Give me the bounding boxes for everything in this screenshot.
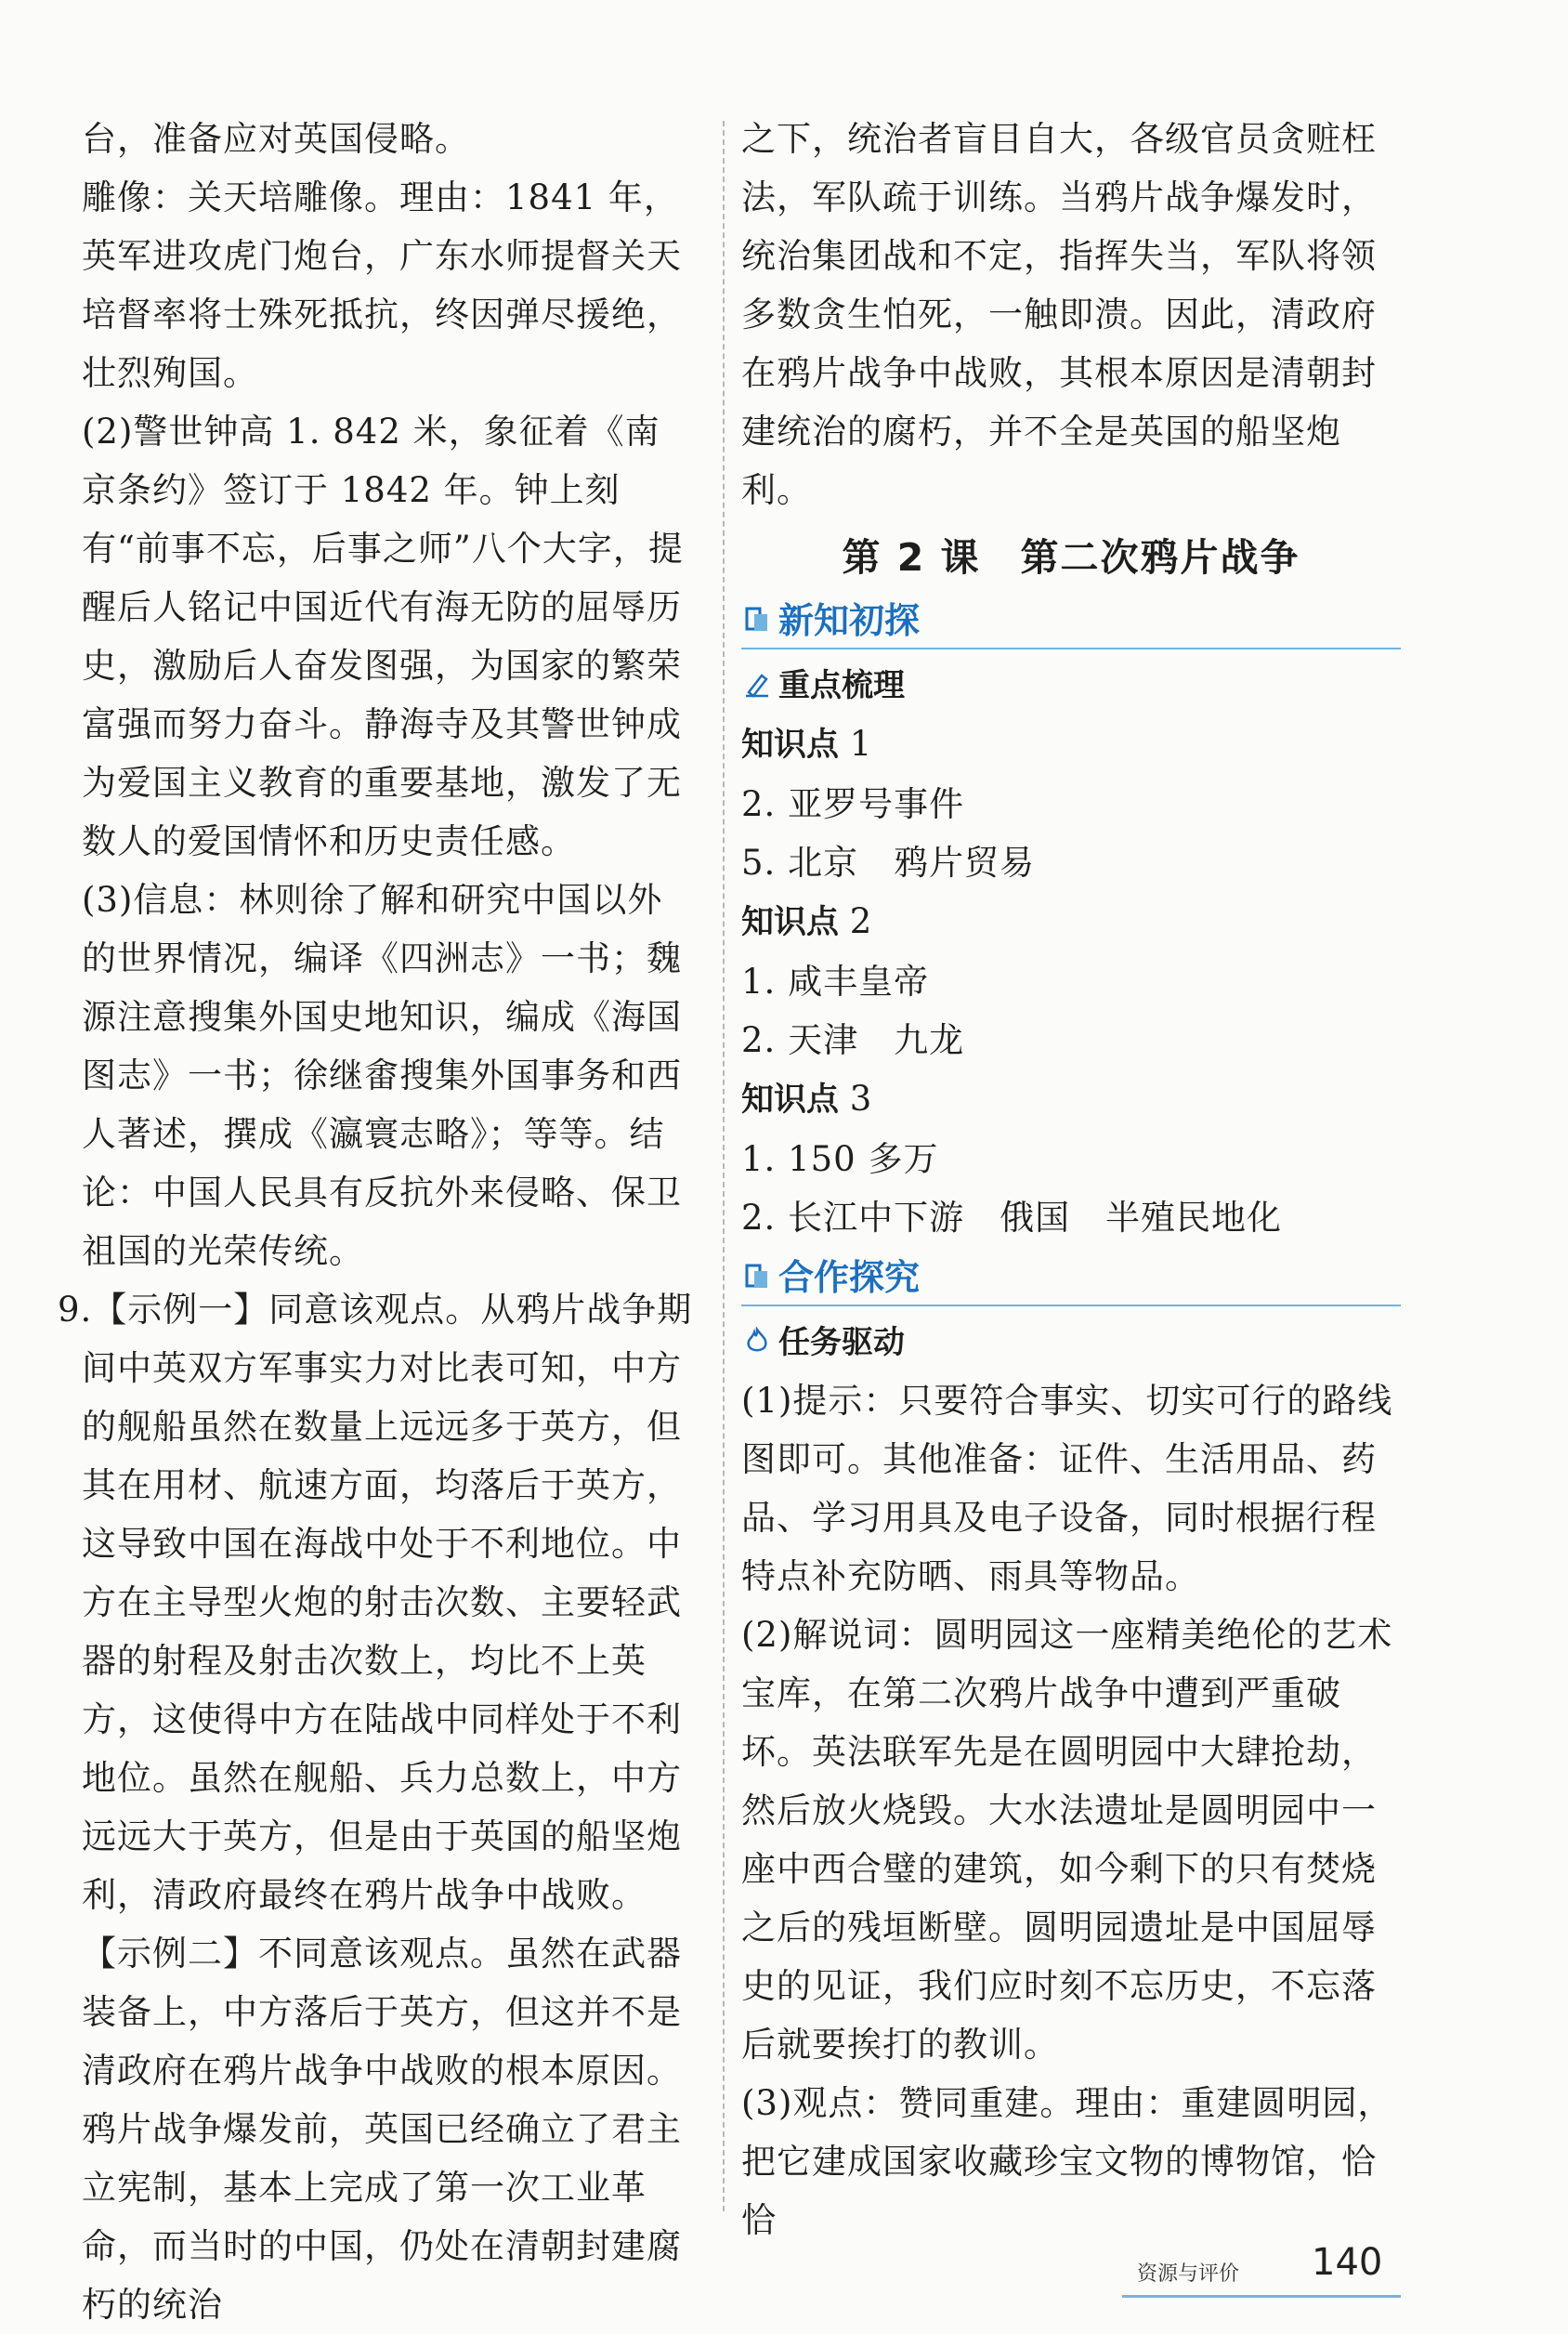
left-column [58,110,695,2334]
paragraph: 台，准备应对英国侵略。 [82,119,470,159]
page-number: 140 [1312,2241,1383,2284]
footer-label: 资源与评价 [1137,2262,1240,2286]
kp-number: 1 [849,724,872,764]
list-item: 1. 150 多万 [741,1139,939,1179]
knowledge-point-label [741,1069,1401,1130]
list-item: 5. 北京 鸦片贸易 [741,843,1036,883]
column-divider [723,121,725,2211]
subheading-key-points [741,657,1401,715]
list-item: 1. 咸丰皇帝 [741,962,930,1002]
knowledge-point-label [741,715,1401,775]
section-heading-new-knowledge [741,594,1401,649]
subheading-task-driven [741,1314,1401,1371]
pencil-icon [743,670,771,698]
list-item: 2. 亚罗号事件 [741,784,965,824]
bookmark-icon [743,605,773,635]
list-item: 2. 长江中下游 俄国 半殖民地化 [741,1198,1283,1238]
paragraph: 雕像：关天培雕像。理由：1841 年，英军进攻虎门炮台，广东水师提督关天培督率将士殊死抵抗，终因弹尽援绝，壮烈殉国。 [82,177,682,393]
subheading-text: 重点梳理 [778,667,905,704]
kp-label: 知识点 [741,904,840,941]
lesson-title: 第 2 课 第二次鸦片战争 [842,535,1300,580]
bookmark-icon [743,1262,773,1292]
paragraph: 【示例二】不同意该观点。虽然在武器装备上，中方落后于英方，但这并不是清政府在鸦片战争中战败的根本原因。鸦片战争爆发前，英国已经确立了君主立宪制，基本上完成了第一次工业革命，而当时的中国，仍处在清朝封建腐朽的统治 [82,1934,682,2325]
list-item: 2. 天津 九龙 [741,1020,965,1060]
kp-number: 3 [849,1079,872,1119]
paragraph: (1)提示：只要符合事实、切实可行的路线图即可。其他准备：证件、生活用品、药品、学习用具及电子设备，同时根据行程特点补充防晒、雨具等物品。 [741,1381,1393,1596]
subheading-text: 任务驱动 [778,1324,905,1361]
paragraph: (2)警世钟高 1. 842 米，象征着《南京条约》签订于 1842 年。钟上刻有“前事不忘，后事之师”八个大字，提醒后人铭记中国近代有海无防的屈辱历史，激励后人奋发图强，为国家的繁荣富强而努力奋斗。静海寺及其警世钟成为爱国主义教育的重要基地，激发了无数人的爱国情怀和历史责任感。 [82,412,684,861]
kp-label: 知识点 [741,1082,840,1119]
paragraph: (3)信息：林则徐了解和研究中国以外的世界情况，编译《四洲志》一书；魏源注意搜集外国史地知识，编成《海国图志》一书；徐继畬搜集外国事务和西人著述，撰成《瀛寰志略》；等等。结论：中国人民具有反抗外来侵略、保卫祖国的光荣传统。 [82,880,682,1271]
knowledge-point-label [741,892,1401,952]
kp-number: 2 [849,901,872,941]
paragraph: (2)解说词：圆明园这一座精美绝伦的艺术宝库，在第二次鸦片战争中遭到严重破坏。英法联军先是在圆明园中大肆抢劫，然后放火烧毁。大水法遗址是圆明园中一座中西合璧的建筑，如今剩下的只有焚烧之后的残垣断壁。圆明园遗址是中国屈辱史的见证，我们应时刻不忘历史，不忘落后就要挨打的教训。 [741,1615,1393,2065]
section-heading-cooperation [741,1251,1401,1306]
section-heading-text: 合作探究 [778,1257,921,1298]
flame-icon [743,1327,771,1355]
kp-label: 知识点 [741,727,840,764]
paragraph: (3)观点：赞同重建。理由：重建圆明园，把它建成国家收藏珍宝文物的博物馆，恰恰 [741,2083,1393,2240]
footer-rule [1122,2295,1401,2298]
paragraph: 之下，统治者盲目自大，各级官员贪赃枉法，军队疏于训练。当鸦片战争爆发时，统治集团战和不定，指挥失当，军队将领多数贪生怕死，一触即溃。因此，清政府在鸦片战争中战败，其根本原因是清朝封建统治的腐朽，并不全是英国的船坚炮利。 [741,119,1377,510]
right-column [741,110,1401,2249]
section-heading-text: 新知初探 [778,600,921,641]
answer-9-paragraph: 9.【示例一】同意该观点。从鸦片战争期间中英双方军事实力对比表可知，中方的舰船虽然在数量上远远多于英方，但其在用材、航速方面，均落后于英方，这导致中国在海战中处于不利地位。中方在主导型火炮的射击次数、主要轻武器的射程及射击次数上，均比不上英方，这使得中方在陆战中同样处于不利地位。虽然在舰船、兵力总数上，中方远远大于英方，但是由于英国的船坚炮利，清政府最终在鸦片战争中战败。 [58,1290,693,1915]
